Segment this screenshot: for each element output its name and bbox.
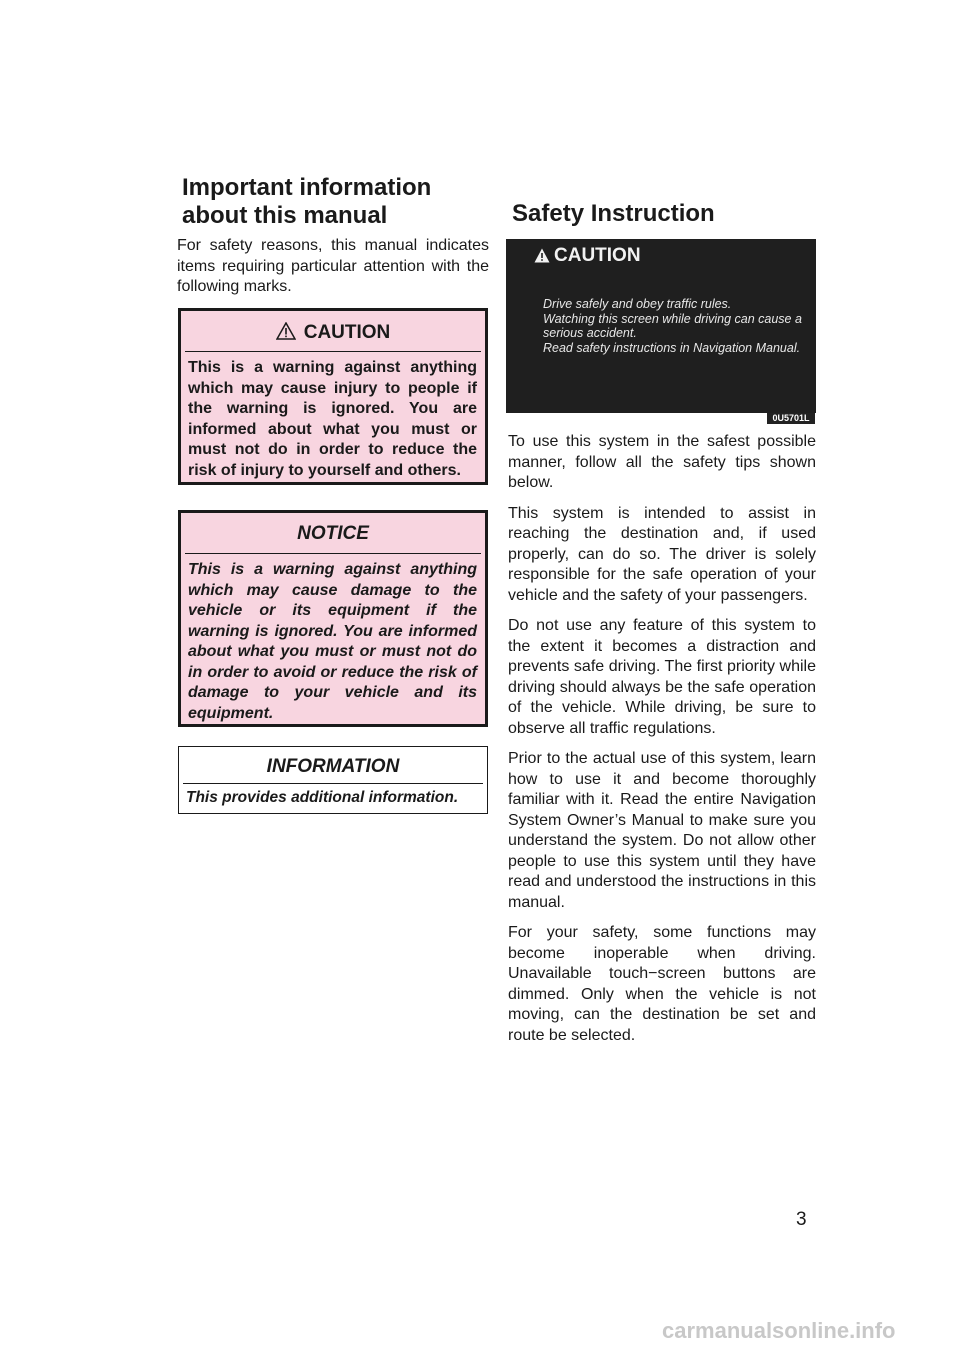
screen-warning-icon bbox=[534, 248, 550, 263]
caution-box bbox=[178, 308, 488, 485]
screen-line: Read safety instructions in Navigation Manual. bbox=[543, 340, 801, 355]
intro-paragraph: For safety reasons, this manual indicates items requiring particular attention with the following marks. bbox=[177, 237, 489, 295]
notice-body: This is a warning against anything which may cause damage to the vehicle or its equipment if the warning is ignored. You are informed about what you must or must not do in order to avoid or reduce the risk of damage to your vehicle and its equipment. bbox=[188, 561, 477, 722]
caution-heading bbox=[185, 311, 481, 352]
screen-line: Watching this screen while driving can cause a serious accident. bbox=[543, 311, 802, 340]
section-title-important-info: Important information about this manual bbox=[182, 174, 432, 229]
information-box bbox=[178, 746, 488, 814]
information-heading: INFORMATION bbox=[183, 747, 483, 784]
screen-caution-title bbox=[534, 245, 641, 267]
safety-paragraph: To use this system in the safest possible manner, follow all the safety tips shown below. bbox=[508, 433, 816, 491]
safety-text bbox=[508, 432, 816, 1056]
safety-paragraph: Prior to the actual use of this system, learn how to use it and become thoroughly familiar with it. Read the entire Navigation System Owner’s Manual to make sure you understand the system. Do not allow other people to use this system until they have read and understood the instructions in this manual. bbox=[508, 750, 816, 911]
section-title-safety-instruction: Safety Instruction bbox=[512, 200, 715, 227]
information-body: This provides additional information. bbox=[186, 789, 459, 806]
caution-screen-image bbox=[506, 239, 816, 413]
image-code-label: 0U5701L bbox=[767, 413, 815, 424]
screen-message bbox=[543, 297, 809, 355]
caution-heading-label: CAUTION bbox=[303, 322, 391, 343]
safety-paragraph: For your safety, some functions may become inoperable when driving. Unavailable touch−screen buttons are dimmed. Only when the vehicle is not moving, can the destination be set and route be selected. bbox=[508, 924, 816, 1044]
screen-title-label: CAUTION bbox=[554, 245, 641, 266]
screen-line: Drive safely and obey traffic rules. bbox=[543, 297, 732, 311]
caution-body: This is a warning against anything which may cause injury to people if the warning is ignored. You are informed about what you must or must not do in order to reduce the risk of injury to yourself and others. bbox=[188, 359, 477, 479]
warning-triangle-icon bbox=[276, 322, 296, 340]
notice-box bbox=[178, 510, 488, 727]
safety-paragraph: This system is intended to assist in reaching the destination and, if used properly, can do so. The driver is solely responsible for the safe operation of your vehicle and the safety of your passengers. bbox=[508, 504, 816, 604]
notice-heading: NOTICE bbox=[185, 513, 481, 554]
watermark: carmanualsonline.info bbox=[662, 1318, 896, 1343]
page-number: 3 bbox=[796, 1209, 807, 1230]
safety-paragraph: Do not use any feature of this system to the extent it becomes a distraction and prevents safe driving. The first priority while driving should always be the safe operation of the vehicle. While driving, be sure to observe all traffic regulations. bbox=[508, 617, 816, 737]
